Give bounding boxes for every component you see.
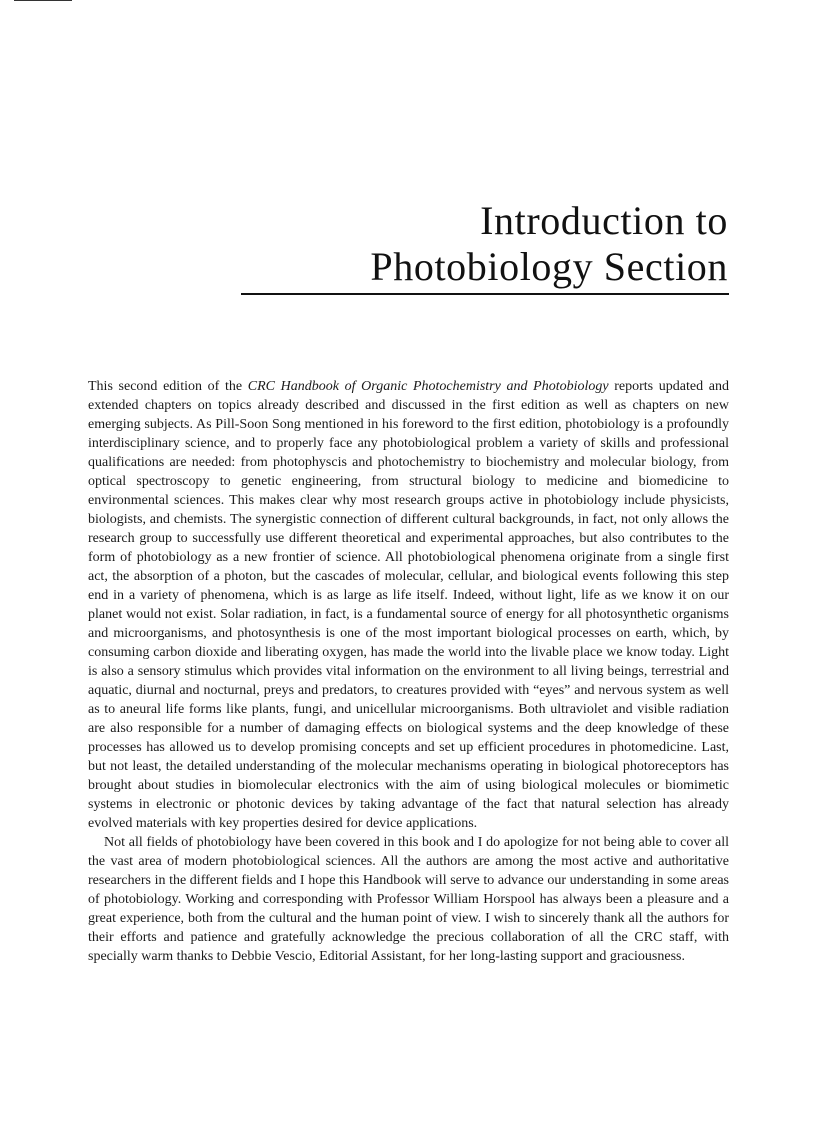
paragraph-1-lead: This second edition of the bbox=[88, 379, 248, 394]
paragraph-2: Not all fields of photobiology have been covered in this book and I do apologize for not being able to cover all the vast area of modern photobiological sciences. All the authors are among the most active and authoritative researchers in the different fields and I hope this Handbook will serve to advance our understanding in some areas of photobiology. Working and corresponding with Professor William Horspool has always been a pleasure and a great experience, both from the cultural and the human point of view. I wish to sincerely thank all the authors for their efforts and patience and gratefully acknowledge the precious collaboration of all the CRC staff, with specially warm thanks to Debbie Vescio, Editorial Assistant, for her long-lasting support and graciousness. bbox=[88, 835, 729, 964]
title-underline-rule bbox=[241, 293, 729, 295]
section-title-line-2: Photobiology Section bbox=[370, 244, 728, 289]
book-title: CRC Handbook of Organic Photochemistry and Photobiology bbox=[247, 379, 609, 394]
body-text bbox=[88, 377, 729, 966]
section-title bbox=[370, 198, 728, 290]
paragraph-1 bbox=[88, 377, 729, 833]
top-corner-rule bbox=[14, 0, 72, 1]
section-title-line-1: Introduction to bbox=[480, 198, 728, 243]
paragraph-1-rest: reports updated and extended chapters on topics already described and discussed in the first edition as well as chapters on new emerging subjects. As Pill-Soon Song mentioned in his foreword to the first edition, photobiology is a profoundly interdisciplinary science, and to properly face any photobiological problem a variety of skills and professional qualifications are needed: from photophyscis and photochemistry to biochemistry and molecular biology, from optical spectroscopy to genetic engineering, from structural biology to medicine and biomedicine to environmental sciences. This makes clear why most research groups active in photobiology include physicists, biologists, and chemists. The synergistic connection of different cultural backgrounds, in fact, not only allows the research group to successfully use different theoretical and experimental approaches, but also contributes to the form of photobiology as a new frontier of science. All photobiological phenomena originate from a single first act, the absorption of a photon, but the cascades of molecular, cellular, and biological events following this step end in a variety of phenomena, which is as large as life itself. Indeed, without light, life as we know it on our planet would not exist. Solar radiation, in fact, is a fundamental source of energy for all photosynthetic organisms and microorganisms, and photosynthesis is one of the most important biological processes on earth, which, by consuming carbon dioxide and liberating oxygen, has made the world into the livable place we know today. Light is also a sensory stimulus which provides vital information on the environment to all living beings, terrestrial and aquatic, diurnal and nocturnal, preys and predators, to creatures provided with “eyes” and nervous system as well as to aneural life forms like plants, fungi, and unicellular microorganisms. Both ultraviolet and visible radiation are also responsible for a number of damaging effects on biological systems and the deep knowledge of these processes has allowed us to develop promising concepts and set up efficient procedures in photomedicine. Last, but not least, the detailed understanding of the molecular mechanisms operating in biological photoreceptors has brought about studies in biomolecular electronics with the aim of using biological molecules or biomimetic systems in electronic or photonic devices by taking advantage of the fact that natural selection has already evolved materials with key properties desired for device applications. bbox=[88, 379, 729, 831]
